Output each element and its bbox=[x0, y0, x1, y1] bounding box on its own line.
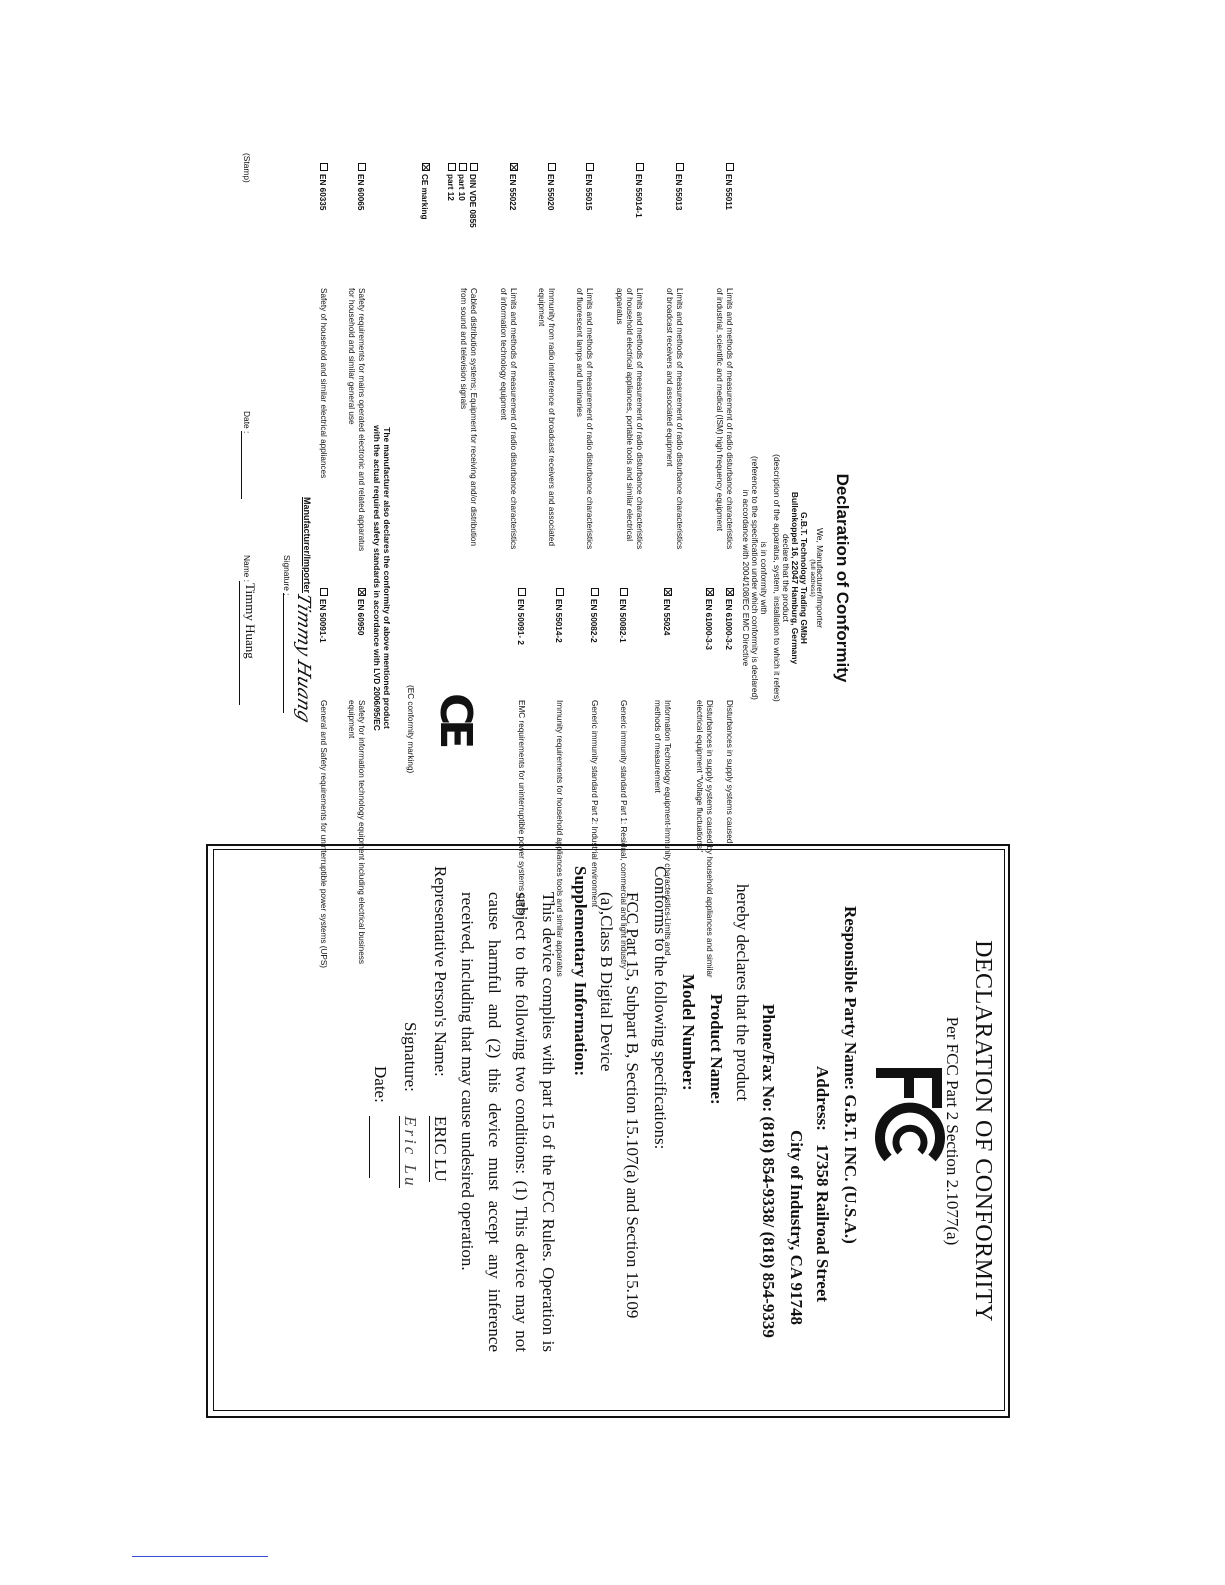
standard-description: Limits and methods of measurement of radio disturbance characteristics of industrial, scientific and medical (ISM) high frequency equipment bbox=[715, 288, 734, 550]
ce-mark-icon: CE bbox=[430, 693, 481, 744]
standard-description: Generic immunity standard Part 1: Residual, commercial and light industry bbox=[619, 700, 628, 969]
checkbox-icon bbox=[556, 588, 564, 596]
standard-description: EMC requirements for uninterruptible power systems (UPS) bbox=[517, 700, 526, 916]
standard-description: Immunity from radio interference of broadcast receivers and associated equipment bbox=[537, 288, 556, 547]
checked-box-icon bbox=[726, 588, 734, 596]
eu-full-address: (full address) bbox=[809, 559, 816, 597]
link-underline bbox=[132, 1556, 268, 1557]
checkbox-icon bbox=[726, 163, 734, 171]
eu-we: We, Manufacturer/Importer bbox=[815, 528, 825, 628]
standard-code: EN 55013 bbox=[674, 174, 683, 211]
checkbox-icon bbox=[548, 163, 556, 171]
fcc-logo-icon bbox=[870, 1062, 950, 1172]
standard-code: EN 50091-1 bbox=[318, 599, 327, 643]
standard-code: EN 50082-2 bbox=[589, 599, 598, 643]
checkbox-icon bbox=[459, 163, 467, 171]
fcc-compliance-paragraph: This device complies with part 15 of the FCC Rules. Operation is subject to the following two conditions: (1) This device may not cause harmful and (2) this device must accept any inference received, including that may cause undesired operation. bbox=[458, 892, 558, 1352]
checkbox-icon bbox=[676, 163, 684, 171]
standard-code: EN 55020 bbox=[546, 174, 555, 211]
fcc-declaration-content bbox=[204, 844, 1010, 1418]
name-label: Name : bbox=[242, 555, 252, 582]
standard-code: EN 55014-2 bbox=[554, 599, 563, 643]
standard-code: EN 60065 bbox=[356, 174, 365, 211]
product-name-label: Product Name: bbox=[707, 994, 726, 1105]
standard-code: part 10 bbox=[457, 174, 466, 201]
standard-code: DIN VDE 0855 bbox=[468, 174, 477, 228]
eu-directive: in accordance with 2004/108/EC EMC Directive bbox=[741, 489, 751, 667]
checkbox-icon bbox=[470, 163, 478, 171]
standard-code: EN 61000-3-2 bbox=[724, 599, 733, 650]
standard-description: Safety of household and similar electrical appliances bbox=[319, 288, 328, 479]
name-value: Timmy Huang bbox=[243, 583, 258, 659]
responsible-party: Responsible Party Name: G.B.T. INC. (U.S.A.) bbox=[841, 906, 860, 1244]
checked-box-icon bbox=[706, 588, 714, 596]
ce-caption: (EC conformity marking) bbox=[406, 685, 415, 774]
checkbox-icon bbox=[448, 163, 456, 171]
standard-code: EN 55011 bbox=[724, 174, 733, 210]
fcc-signature-label: Signature: bbox=[401, 1022, 420, 1092]
standard-description: Limits and methods of measurement of radio disturbance characteristics of broadcast receivers and associated equipment bbox=[665, 288, 684, 550]
manufacturer-importer-label: Manufacturer/Importer bbox=[302, 496, 312, 594]
checkbox-icon bbox=[518, 588, 526, 596]
name-line bbox=[239, 581, 240, 705]
date-line bbox=[241, 431, 242, 499]
date-label: Date : bbox=[242, 411, 252, 434]
signature-label: Signature : bbox=[282, 555, 292, 596]
standard-code: EN 55014-1 bbox=[634, 174, 643, 218]
standard-code: EN 50091- 2 bbox=[516, 599, 525, 645]
conforms-text: Conforms to the following specifications: bbox=[651, 866, 670, 1150]
model-number-label: Model Number: bbox=[679, 974, 698, 1091]
standard-description: Generic immunity standard Part 2: Industrial environment bbox=[590, 700, 599, 908]
standard-description: Disturbances in supply systems caused by household appliances and similar electrical equipment "Voltage fluctuations" bbox=[695, 700, 714, 978]
standard-description: Limits and methods of measurement of radio disturbance characteristics of information technology equipment bbox=[499, 288, 518, 550]
checkbox-icon bbox=[320, 163, 328, 171]
checkbox-icon bbox=[586, 163, 594, 171]
supplementary-heading: Supplementary Information: bbox=[571, 866, 590, 1077]
eu-title: Declaration of Conformity bbox=[833, 473, 852, 683]
spec-line-2: (a),Class B Digital Device bbox=[597, 892, 616, 1072]
standard-code: EN 60335 bbox=[318, 174, 327, 211]
eu-declare: declare that the product bbox=[781, 534, 791, 622]
fcc-subtitle: Per FCC Part 2 Section 2.1077(a) bbox=[943, 1016, 962, 1246]
eu-conformity: is in conformity with bbox=[759, 541, 769, 615]
address-label: Address: bbox=[813, 1066, 832, 1131]
standard-description: Immunity requirements for household appliances tools and similar apparatus bbox=[555, 700, 564, 977]
fcc-handwritten-signature: Eric Lu bbox=[401, 1116, 420, 1189]
representative-label: Representative Person's Name: bbox=[431, 866, 450, 1077]
checkbox-icon bbox=[591, 588, 599, 596]
fcc-declaration-document bbox=[204, 844, 1010, 1418]
eu-company: G.B.T. Technology Trading GMbH bbox=[799, 512, 809, 644]
signature-line bbox=[283, 593, 284, 713]
standard-description: Information Technology equipment-Immunity characteristics-Limits and methods of measurement bbox=[653, 700, 672, 956]
standard-description: Safety for information technology equipment including electrical business equipment bbox=[347, 700, 366, 964]
standard-description: Limits and methods of measurement of radio disturbance characteristics of fluorescent lamps and luminaries bbox=[575, 288, 594, 550]
eu-reference: (reference to the specification under which conformity is declared) bbox=[750, 456, 760, 700]
standard-description: Cabled distribution systems; Equipment for receiving and/or distribution from sound and television signals bbox=[459, 288, 478, 547]
checkbox-icon bbox=[358, 163, 366, 171]
manufacturer-declaration: The manufacturer also declares the conformity of above mentioned product with the actual required safety standards in accordance with LVD 2006/95/EC bbox=[372, 425, 392, 731]
representative-name: ERIC LU bbox=[431, 1116, 450, 1182]
standard-code: EN 50082-1 bbox=[618, 599, 627, 643]
standard-description: Limits and methods of measurement of radio disturbance characteristics of household electrical appliances, portable tools and similar electrical apparatus bbox=[615, 288, 644, 550]
checked-box-icon bbox=[664, 588, 672, 596]
eu-address: Bullenkoppel 16, 22047 Hamburg, Germany bbox=[790, 491, 800, 665]
standard-code: EN 55015 bbox=[584, 174, 593, 211]
stamp-label: (Stamp) bbox=[242, 153, 252, 183]
standard-code: EN 55022 bbox=[508, 174, 517, 211]
address-line-2: City of Industry, CA 91748 bbox=[787, 1130, 806, 1326]
standard-description: General and Safety requirements for uninterruptible power systems (UPS) bbox=[319, 700, 328, 969]
checked-box-icon bbox=[510, 163, 518, 171]
fcc-date-line bbox=[369, 1116, 370, 1178]
eu-description: (description of the apparatus, system, installation to which it refers) bbox=[772, 454, 782, 702]
checked-box-icon bbox=[358, 588, 366, 596]
checkbox-icon bbox=[636, 163, 644, 171]
standard-code: part 12 bbox=[446, 174, 455, 201]
fcc-title: DECLARATION OF CONFORMITY bbox=[970, 940, 996, 1322]
phone-fax: Phone/Fax No: (818) 854-9338/ (818) 854-9339 bbox=[759, 1004, 778, 1338]
standard-description: Safety requirements for mains operated electronic and related apparatus for household and similar general use bbox=[347, 288, 366, 552]
checkbox-icon bbox=[320, 588, 328, 596]
standard-code: EN 55024 bbox=[662, 599, 671, 636]
standard-code: EN 60950 bbox=[356, 599, 365, 636]
fcc-date-label: Date: bbox=[371, 1066, 390, 1103]
handwritten-signature: Timmy Huang bbox=[293, 589, 314, 726]
standard-code: EN 61000-3-3 bbox=[704, 599, 713, 650]
address-line-1: 17358 Railroad Street bbox=[813, 1144, 832, 1303]
standard-description: Disturbances in supply systems caused bbox=[725, 700, 734, 844]
checked-box-icon bbox=[422, 163, 430, 171]
spec-line-1: FCC Part 15, Subpart B, Section 15.107(a) and Section 15.109 bbox=[623, 892, 642, 1319]
checkbox-icon bbox=[620, 588, 628, 596]
ce-marking-label: CE marking bbox=[420, 174, 429, 220]
hereby-declares: hereby declares that the product bbox=[733, 884, 752, 1102]
